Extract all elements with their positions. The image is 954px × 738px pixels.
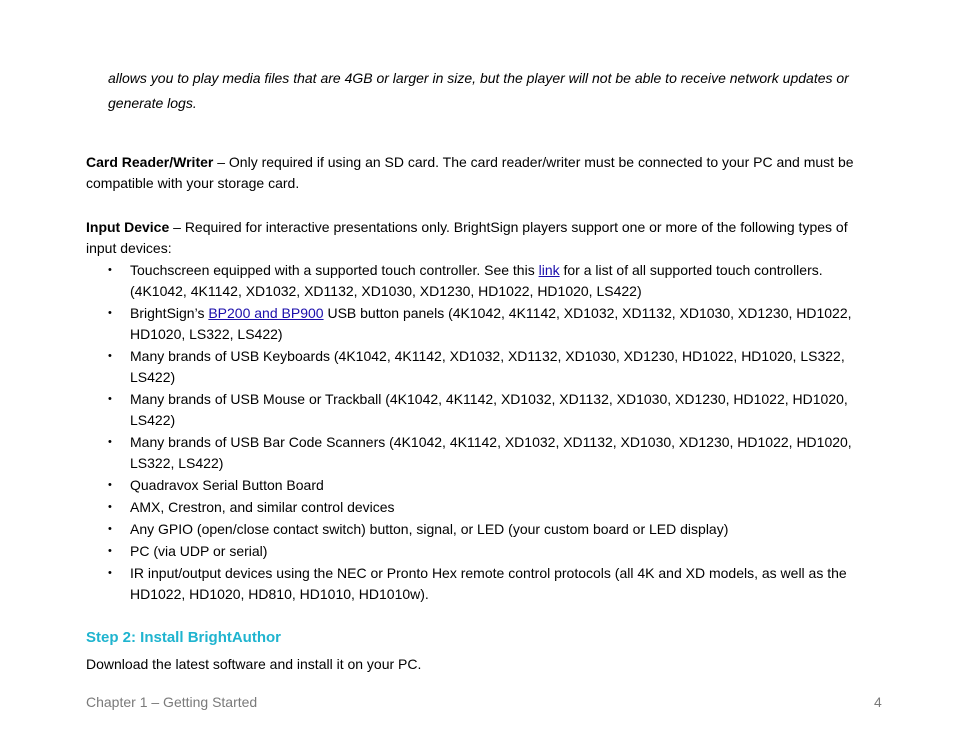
bullet-icon: • (108, 567, 112, 579)
card-reader-label: Card Reader/Writer (86, 154, 214, 170)
list-item: • BrightSign’s BP200 and BP900 USB button panels (4K1042, 4K1142, XD1032, XD1132, XD1030, XD1230, HD1022, HD1020, LS322, LS422) (108, 305, 852, 342)
list-item: • AMX, Crestron, and similar control devices (86, 497, 866, 518)
bullet-icon: • (108, 307, 112, 319)
page-number: 4 (874, 694, 882, 710)
input-device-paragraph (86, 217, 866, 259)
bullet-icon: • (108, 393, 112, 405)
bullet-icon: • (108, 501, 112, 513)
button-panels-link[interactable]: BP200 and BP900 (208, 305, 324, 321)
list-item: • PC (via UDP or serial) (86, 541, 866, 562)
list-item: • Any GPIO (open/close contact switch) button, signal, or LED (your custom board or LED display) (86, 519, 866, 540)
bullet-icon: • (108, 436, 112, 448)
bullet-icon: • (108, 523, 112, 535)
list-item: • Many brands of USB Mouse or Trackball (4K1042, 4K1142, XD1032, XD1132, XD1030, XD1230, HD1022, HD1020, LS422) (108, 391, 848, 428)
list-item: • Many brands of USB Bar Code Scanners (4K1042, 4K1142, XD1032, XD1132, XD1030, XD1230, HD1022, HD1020, LS322, LS422) (108, 434, 852, 471)
list-item: • Touchscreen equipped with a supported touch controller. See this link for a list of all supported touch controllers. (4K1042, 4K1142, XD1032, XD1132, XD1030, XD1230, HD1022, HD1020, LS422) (108, 262, 823, 299)
bullet-icon: • (108, 264, 112, 276)
step2-heading: Step 2: Install BrightAuthor (86, 629, 281, 646)
step2-text: Download the latest software and install it on your PC. (86, 656, 422, 672)
bullet-icon: • (108, 350, 112, 362)
input-device-text: – Required for interactive presentations only. BrightSign players support one or more of the following types of input devices: (86, 219, 848, 256)
bullet-icon: • (108, 479, 112, 491)
input-device-list (86, 260, 866, 606)
list-item: • IR input/output devices using the NEC or Pronto Hex remote control protocols (all 4K and XD models, as well as the HD1022, HD1020, HD810, HD1010, HD1010w). (108, 565, 847, 602)
card-reader-text: – Only required if using an SD card. The card reader/writer must be connected to your PC and must be compatible with your storage card. (86, 154, 854, 191)
list-item: • Many brands of USB Keyboards (4K1042, 4K1142, XD1032, XD1132, XD1030, XD1230, HD1022, HD1020, LS322, LS422) (108, 348, 845, 385)
italic-note: allows you to play media files that are 4GB or larger in size, but the player will not be able to receive network updates or generate logs. (108, 70, 849, 111)
card-reader-paragraph (86, 152, 866, 194)
input-device-label: Input Device (86, 219, 170, 235)
footer-chapter: Chapter 1 – Getting Started (86, 694, 258, 710)
touch-controllers-link[interactable]: link (538, 262, 560, 278)
bullet-icon: • (108, 545, 112, 557)
list-item: • Quadravox Serial Button Board (86, 475, 866, 496)
